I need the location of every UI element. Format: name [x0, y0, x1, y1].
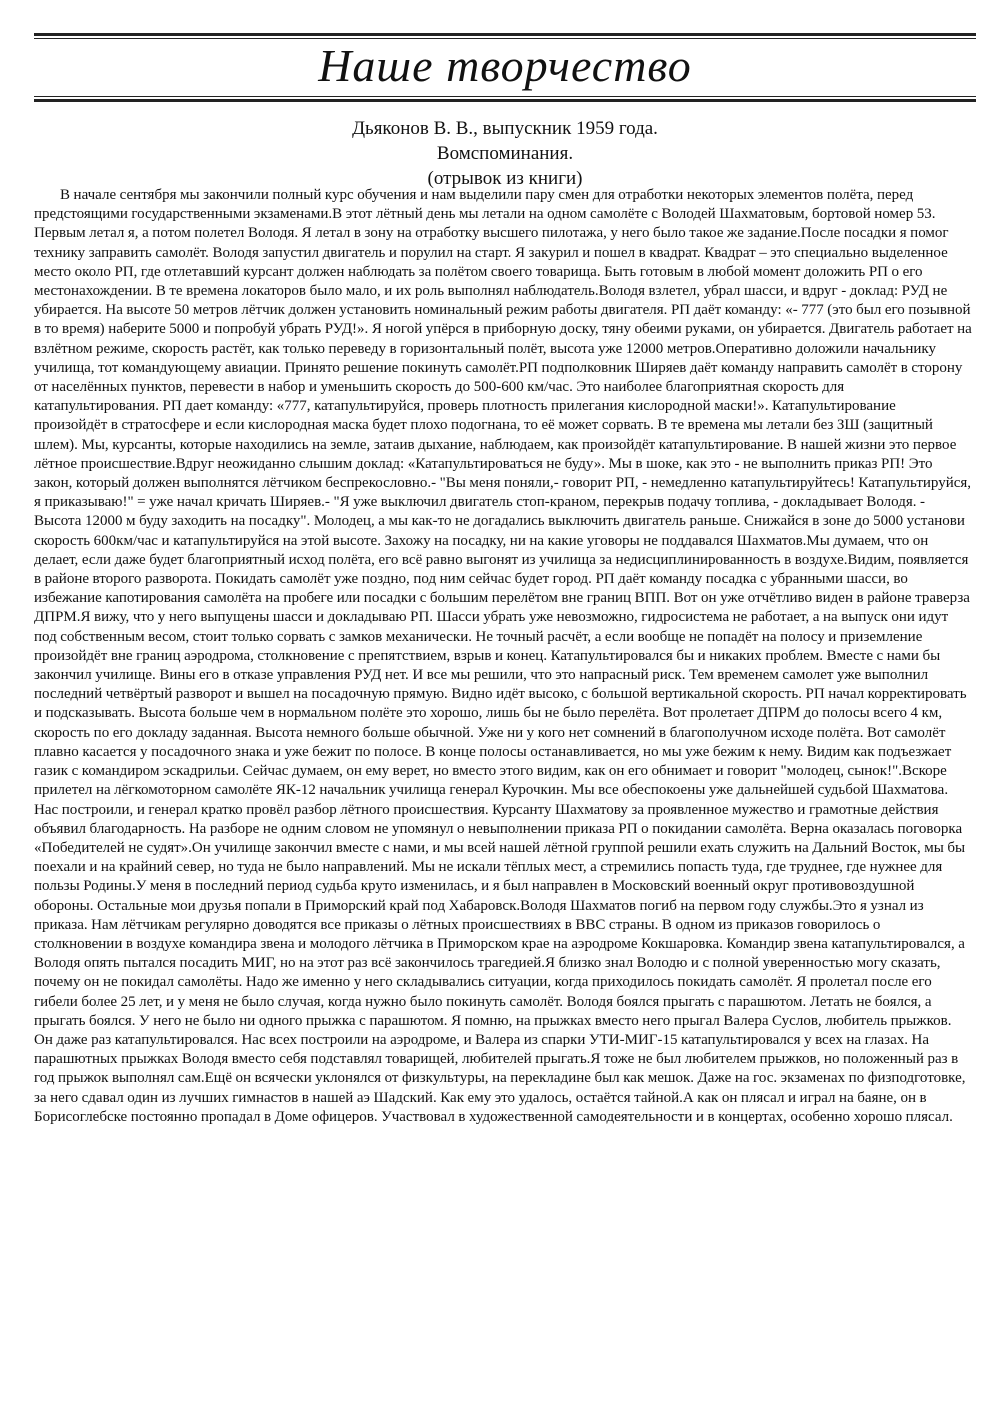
article-heading [34, 116, 976, 191]
source-note: (отрывок из книги) [427, 168, 583, 189]
author-line: Дьяконов В. В., выпускник 1959 года. [352, 118, 658, 139]
rule-line-thick [34, 99, 976, 102]
section-title: Наше творчество [318, 40, 692, 91]
article-subtitle: Вомспоминания. [436, 143, 574, 164]
article-body: В начале сентября мы закончили полный курс обучения и нам выделили пару смен для отработки некоторых элементов полёта, перед предстоящими государственными экзаменами.В этот лётный день мы летали на одном самолёте с Володей Шахматовым, бортовой номер 53. Первым летал я, а потом полетел Володя. Я летал в зону на отработку высшего пилотажа, у него было такое же задание.После посадки я помог технику заправить самолёт. Володя запустил двигатель и порулил на старт. Я закурил и пошел в квадрат. Квадрат – это специально выделенное место около РП, где отлетавший курсант должен наблюдать за полётом своего товарища. Быть готовым в любой момент доложить РП о его местонахождении. В те времена локаторов было мало, и их роль выполнял наблюдатель.Володя взлетел, убрал шасси, и вдруг - доклад: РУД не убирается. На высоте 50 метров лётчик должен установить номинальный режим работы двигателя. РП даёт команду: «- 777 (это был его позывной в то время) наберите 5000 и попробуй убрать РУД!». Я ногой упёрся в приборную доску, тяну обеими руками, он убирается. Двигатель работает на взлётном режиме, скорость растёт, как только переведу в горизонтальный полёт, высота уже 12000 метров.Оперативно доложили начальнику училища, тот командующему авиации. Принято решение покинуть самолёт.РП подполковник Ширяев даёт команду направить самолёт в сторону от населённых пунктов, перевести в набор и уменьшить скорость до 500-600 км/час. Это наиболее благоприятная скорость для катапультирования. РП дает команду: «777, катапультируйся, проверь плотность прилегания кислородной маски!». Катапультирование произойдёт в стратосфере и если кислородная маска будет плохо подогнана, то её может сорвать. В те времена мы летали без ЗШ (защитный шлем). Мы, курсанты, которые находились на земле, затаив дыхание, наблюдаем, как произойдёт катапультирование. В нашей жизни это первое лётное происшествие.Вдруг неожиданно слышим доклад: «Катапультироваться не буду». Мы в шоке, как это - не выполнить приказ РП! Это закон, который должен выполнятся лётчиком беспрекословно.- "Вы меня поняли,- говорит РП, - немедленно катапультируйтесь! Катапультируйся, я приказываю!" = уже начал кричать Ширяев.- "Я уже выключил двигатель стоп-краном, перекрыв подачу топлива, - докладывает Володя. - Высота 12000 м буду заходить на посадку". Молодец, а мы как-то не догадались выключить двигатель раньше. Снижайся в зоне до 5000 установи скорость 600км/час и катапультируйся на этой высоте. Захожу на посадку, ни на какие уговоры не поддавался Шахматов.Мы думаем, что он делает, если даже будет благоприятный исход полёта, его всё равно выгонят из училища за недисциплинированность в воздухе.Видим, появляется в районе второго разворота. Покидать самолёт уже поздно, под ним сейчас будет город. РП даёт команду посадка с убранными шасси, во избежание капотирования самолёта на пробеге или посадки с большим перелётом вне границ ВПП. Вот он уже отчётливо виден в районе траверза ДПРМ.Я вижу, что у него выпущены шасси и докладываю РП. Шасси убрать уже невозможно, гидросистема не работает, а на выпуск они идут под собственным весом, стоит только сорвать с замков механически. Не точный расчёт, а если вообще не попадёт на полосу и приземление произойдёт вне границ аэродрома, столкновение с препятствием, взрыв и конец. Катапультировался бы и никаких проблем. Вместе с нами бы закончил училище. Вины его в отказе управления РУД нет. И все мы решили, что это напрасный риск. Тем временем самолет уже выполнил последний четвёртый разворот и вышел на посадочную прямую. Видно идёт высоко, с большой вертикальной скорость. РП начал корректировать и подсказывать. Высота больше чем в нормальном полёте это хорошо, лишь бы не было перелёта. Вот пролетает ДПРМ до полосы всего 4 км, скорость по его докладу заданная. Высота немного больше обычной. Уже ни у кого нет сомнений в благополучном исходе полёта. Вот самолёт плавно касается у посадочного знака и уже бежит по полосе. В конце полосы останавливается, но мы уже бежим к нему. Видим как подъезжает газик с командиром эскадрильи. Сейчас думаем, он ему верет, но вместо этого видим, как он его обнимает и говорит "молодец, сынок!".Вскоре прилетел на лёгкомоторном самолёте ЯК-12 начальник училища генерал Курочкин. Мы все обеспокоены уже дальнейшей судьбой Шахматова. Нас построили, и генерал кратко провёл разбор лётного происшествия. Курсанту Шахматову за проявленное мужество и грамотные действия объявил благодарность. На разборе не одним словом не упомянул о невыполнении приказа РП о покидании самолёта. Верна оказалась поговорка «Победителей не судят».Он училище закончил вместе с нами, и мы всей нашей лётной группой решили ехать служить на Дальний Восток, мы бы поехали и на крайний север, но туда не было направлений. Мы не искали тёплых мест, а стремились попасть туда, где труднее, где нужнее для пользы Родины.У меня в последний период судьба круто изменилась, и я был направлен в Московский военный округ противовоздушной обороны. Остальные мои друзья попали в Приморский край под Хабаровск.Володя Шахматов погиб на первом году службы.Это я узнал из приказа. Нам лётчикам регулярно доводятся все приказы о лётных происшествиях в ВВС страны. В одном из приказов говорилось о столкновении в воздухе командира звена и молодого лётчика в Приморском крае на аэродроме Кокшаровка. Командир звена катапультировался, а Володя опять пытался посадить МИГ, но на этот раз всё закончилось трагедией.Я близко знал Володю и с полной уверенностью могу сказать, почему он не покидал самолёты. Надо же именно у него складывались ситуации, когда приходилось покидать самолёт. Я пролетал после его гибели более 25 лет, и у меня не было случая, когда нужно было покинуть самолёт. Володя боялся прыгать с парашютом. Летать не боялся, а прыгать боялся. У него не было ни одного прыжка с парашютом. Я помню, на прыжках вместо него прыгал Валера Суслов, любитель прыжков. Он даже раз катапультировался. Нас всех построили на аэродроме, и Валера из спарки УТИ-МИГ-15 катапультировался у всех на глазах. На парашютных прыжках Володя вместо себя подставлял товарищей, любителей прыгать.Я тоже не был любителем прыжков, но положенный раз в год прыжок выполнял сам.Ещё он всячески уклонялся от физкультуры, на перекладине был как мешок. Даже на гос. экзаменах по физподготовке, за него сдавал один из лучших гимнастов в нашей аэ Шадский. Как ему это удалось, остаётся тайной.А как он плясал и играл на баяне, он в Борисоглебске постоянно пропадал в Доме офицеров. Участвовал в художественной самодеятельности и в концертах, особенно хорошо плясал. [34, 187, 972, 1125]
header-bottom-rule [34, 96, 976, 102]
